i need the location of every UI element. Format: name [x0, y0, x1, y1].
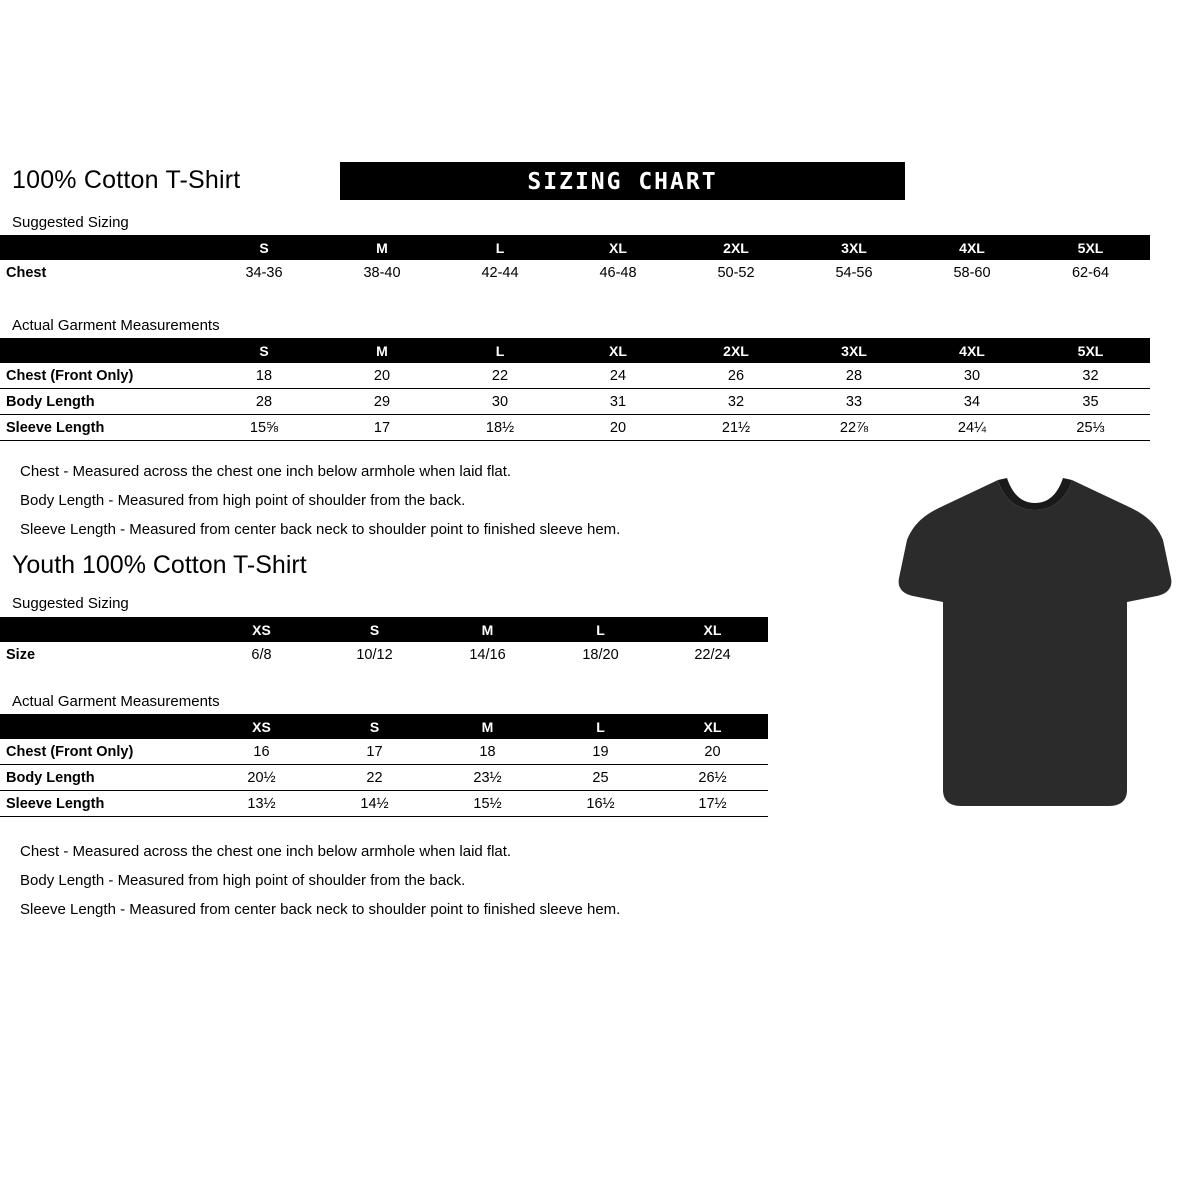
col-header: XS: [252, 621, 271, 638]
cell: 38-40: [363, 264, 401, 281]
cell: 13½: [205, 791, 318, 817]
cell: 18½: [441, 415, 559, 441]
row-label: Sleeve Length: [0, 791, 205, 817]
cell: 29: [323, 389, 441, 415]
cell: 22⅞: [795, 415, 913, 441]
cell: 15½: [431, 791, 544, 817]
table-header-row: [0, 235, 1150, 260]
youth-section-title: Youth 100% Cotton T-Shirt: [12, 551, 307, 579]
col-header: 4XL: [959, 342, 985, 359]
cell: 62-64: [1071, 264, 1110, 281]
cell: 17: [318, 739, 431, 765]
table-row: [0, 363, 1150, 389]
table-header-row: [0, 338, 1150, 363]
table-header-row: [0, 714, 768, 739]
col-header: 5XL: [1077, 342, 1104, 359]
cell: 26½: [657, 765, 768, 791]
cell: 20: [657, 739, 768, 765]
row-label: Body Length: [0, 765, 205, 791]
table-row: [0, 642, 768, 667]
col-header: 4XL: [959, 239, 985, 256]
youth-actual-measurements-table: [0, 714, 768, 817]
cell: 6/8: [251, 646, 272, 663]
cell: 18: [205, 363, 323, 389]
col-header: XL: [703, 621, 722, 638]
cell: 20: [323, 363, 441, 389]
col-header: XL: [609, 342, 627, 359]
cell: 33: [795, 389, 913, 415]
youth-suggested-sizing-label: Suggested Sizing: [12, 595, 129, 612]
adult-actual-measurements-table: [0, 338, 1150, 441]
col-header: S: [369, 718, 380, 735]
cell: 46-48: [599, 264, 637, 281]
col-header: S: [369, 621, 380, 638]
youth-note-body-length: Body Length - Measured from high point of shoulder from the back.: [20, 872, 466, 889]
adult-section-title: 100% Cotton T-Shirt: [12, 166, 241, 194]
row-label: Size: [6, 646, 36, 663]
sizing-chart-banner-label: SIZING CHART: [527, 169, 718, 195]
col-header: M: [481, 621, 494, 638]
row-label: Chest (Front Only): [0, 739, 205, 765]
col-header: XS: [252, 718, 271, 735]
table-row: [0, 739, 768, 765]
adult-suggested-sizing-label: Suggested Sizing: [12, 214, 129, 231]
col-header: 3XL: [841, 342, 867, 359]
col-header: S: [259, 239, 269, 256]
col-header: [0, 714, 205, 739]
cell: 32: [1031, 363, 1150, 389]
col-header: 3XL: [841, 239, 867, 256]
youth-note-chest: Chest - Measured across the chest one inch below armhole when laid flat.: [20, 843, 512, 860]
cell: 28: [205, 389, 323, 415]
cell: 31: [559, 389, 677, 415]
cell: 24: [559, 363, 677, 389]
col-header: 2XL: [723, 342, 749, 359]
cell: 17: [323, 415, 441, 441]
col-header: M: [376, 239, 388, 256]
col-header: XL: [703, 718, 722, 735]
col-header: 2XL: [723, 239, 749, 256]
cell: 17½: [657, 791, 768, 817]
cell: 26: [677, 363, 795, 389]
cell: 23½: [431, 765, 544, 791]
cell: 16: [205, 739, 318, 765]
cell: 25: [544, 765, 657, 791]
adult-suggested-sizing-table: [0, 235, 1150, 285]
table-row: [0, 791, 768, 817]
cell: 42-44: [481, 264, 519, 281]
cell: 54-56: [835, 264, 873, 281]
cell: 20: [559, 415, 677, 441]
cell: 16½: [544, 791, 657, 817]
col-header: L: [495, 342, 505, 359]
cell: 14½: [318, 791, 431, 817]
col-header: L: [596, 718, 605, 735]
cell: 58-60: [953, 264, 991, 281]
cell: 22: [441, 363, 559, 389]
cell: 30: [913, 363, 1031, 389]
cell: 32: [677, 389, 795, 415]
table-row: [0, 415, 1150, 441]
adult-actual-measurements-label: Actual Garment Measurements: [12, 317, 220, 334]
t-shirt-icon: [895, 470, 1175, 820]
cell: 20½: [205, 765, 318, 791]
cell: 34: [913, 389, 1031, 415]
table-header-row: [0, 617, 768, 642]
cell: 35: [1031, 389, 1150, 415]
cell: 22: [318, 765, 431, 791]
cell: 19: [544, 739, 657, 765]
col-header: S: [259, 342, 269, 359]
cell: 22/24: [694, 646, 731, 663]
youth-note-sleeve-length: Sleeve Length - Measured from center back neck to shoulder point to finished sleeve hem.: [20, 901, 621, 918]
adult-note-sleeve-length: Sleeve Length - Measured from center back neck to shoulder point to finished sleeve hem.: [20, 521, 621, 538]
col-header: 5XL: [1077, 239, 1104, 256]
cell: 30: [441, 389, 559, 415]
col-header: XL: [609, 239, 627, 256]
youth-actual-measurements-label: Actual Garment Measurements: [12, 693, 220, 710]
col-header: [0, 338, 205, 363]
row-label: Body Length: [0, 389, 205, 415]
cell: 18/20: [582, 646, 619, 663]
row-label: Chest (Front Only): [0, 363, 205, 389]
col-header: L: [495, 239, 505, 256]
cell: 25⅓: [1031, 415, 1150, 441]
cell: 10/12: [356, 646, 393, 663]
cell: 28: [795, 363, 913, 389]
row-label: Chest: [6, 264, 47, 281]
cell: 24¼: [913, 415, 1031, 441]
cell: 14/16: [469, 646, 506, 663]
table-row: [0, 389, 1150, 415]
sizing-chart-banner: [340, 162, 905, 200]
cell: 15⅝: [205, 415, 323, 441]
youth-suggested-sizing-table: [0, 617, 768, 667]
cell: 34-36: [245, 264, 283, 281]
adult-note-chest: Chest - Measured across the chest one inch below armhole when laid flat.: [20, 463, 512, 480]
adult-note-body-length: Body Length - Measured from high point of shoulder from the back.: [20, 492, 466, 509]
col-header: [0, 235, 205, 260]
cell: 50-52: [717, 264, 755, 281]
t-shirt-illustration: [895, 470, 1175, 820]
cell: 18: [431, 739, 544, 765]
table-row: [0, 260, 1150, 285]
table-row: [0, 765, 768, 791]
col-header: L: [596, 621, 605, 638]
col-header: [0, 617, 205, 642]
col-header: M: [481, 718, 494, 735]
row-label: Sleeve Length: [0, 415, 205, 441]
col-header: M: [376, 342, 388, 359]
cell: 21½: [677, 415, 795, 441]
